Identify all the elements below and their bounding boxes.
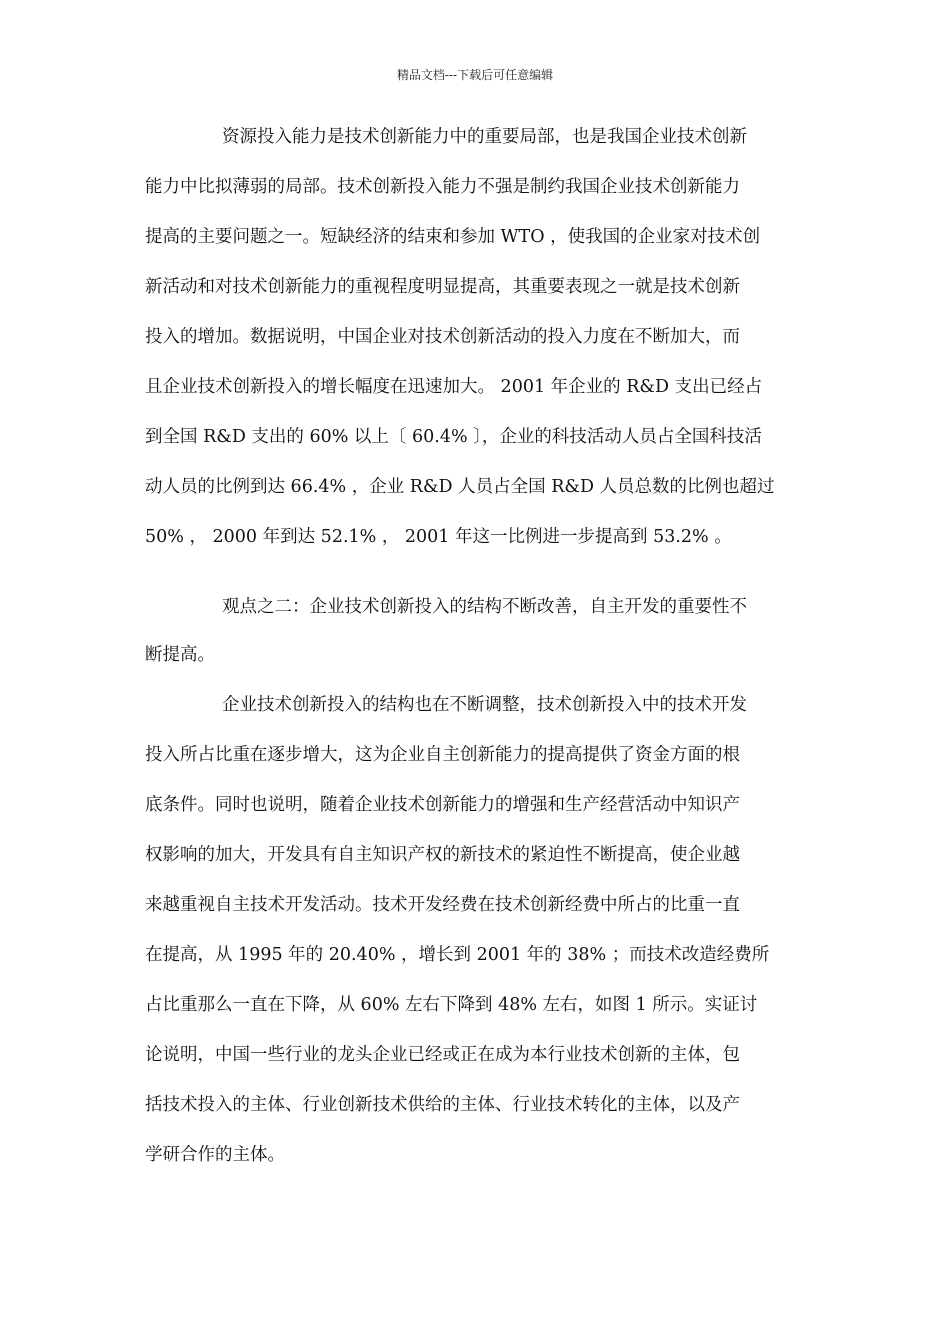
page-header: 精品文档---下载后可任意编辑 <box>396 68 554 82</box>
text-line: 投入所占比重在逐步增大，这为企业自主创新能力的提高提供了资金方面的根 <box>145 745 740 765</box>
text-line: 动人员的比例到达 66.4% ，企业 R&D 人员占全国 R&D 人员总数的比例也超过 <box>145 477 775 497</box>
text-line: 观点之二：企业技术创新投入的结构不断改善，自主开发的重要性不 <box>222 597 747 617</box>
text-line: 权影响的加大，开发具有自主知识产权的新技术的紧迫性不断提高，使企业越 <box>145 845 740 865</box>
text-line: 底条件。同时也说明，随着企业技术创新能力的增强和生产经营活动中知识产 <box>145 795 740 815</box>
text-line: 来越重视自主技术开发活动。技术开发经费在技术创新经费中所占的比重一直 <box>145 895 740 915</box>
text-line: 断提高。 <box>145 645 215 665</box>
text-line: 资源投入能力是技术创新能力中的重要局部，也是我国企业技术创新 <box>222 127 747 147</box>
text-line: 能力中比拟薄弱的局部。技术创新投入能力不强是制约我国企业技术创新能力 <box>145 177 740 197</box>
text-line: 投入的增加。数据说明，中国企业对技术创新活动的投入力度在不断加大，而 <box>145 327 740 347</box>
text-line: 论说明，中国一些行业的龙头企业已经或正在成为本行业技术创新的主体，包 <box>145 1045 740 1065</box>
text-line: 企业技术创新投入的结构也在不断调整，技术创新投入中的技术开发 <box>222 695 747 715</box>
text-line: 到全国 R&D 支出的 60% 以上〔 60.4% 〕，企业的科技活动人员占全国科技活 <box>145 427 762 447</box>
text-line: 在提高，从 1995 年的 20.40% ，增长到 2001 年的 38% ；而技术改造经费所 <box>145 945 770 965</box>
text-line: 50% ， 2000 年到达 52.1% ， 2001 年这一比例进一步提高到 53.2% 。 <box>145 527 732 547</box>
text-line: 提高的主要问题之一。短缺经济的结束和参加 WTO ，使我国的企业家对技术创 <box>145 227 761 247</box>
text-line: 新活动和对技术创新能力的重视程度明显提高，其重要表现之一就是技术创新 <box>145 277 740 297</box>
text-line: 括技术投入的主体、行业创新技术供给的主体、行业技术转化的主体，以及产 <box>145 1095 740 1115</box>
text-line: 且企业技术创新投入的增长幅度在迅速加大。 2001 年企业的 R&D 支出已经占 <box>145 377 763 397</box>
text-line: 学研合作的主体。 <box>145 1145 285 1165</box>
text-line: 占比重那么一直在下降，从 60% 左右下降到 48% 左右，如图 1 所示。实证讨 <box>145 995 758 1015</box>
